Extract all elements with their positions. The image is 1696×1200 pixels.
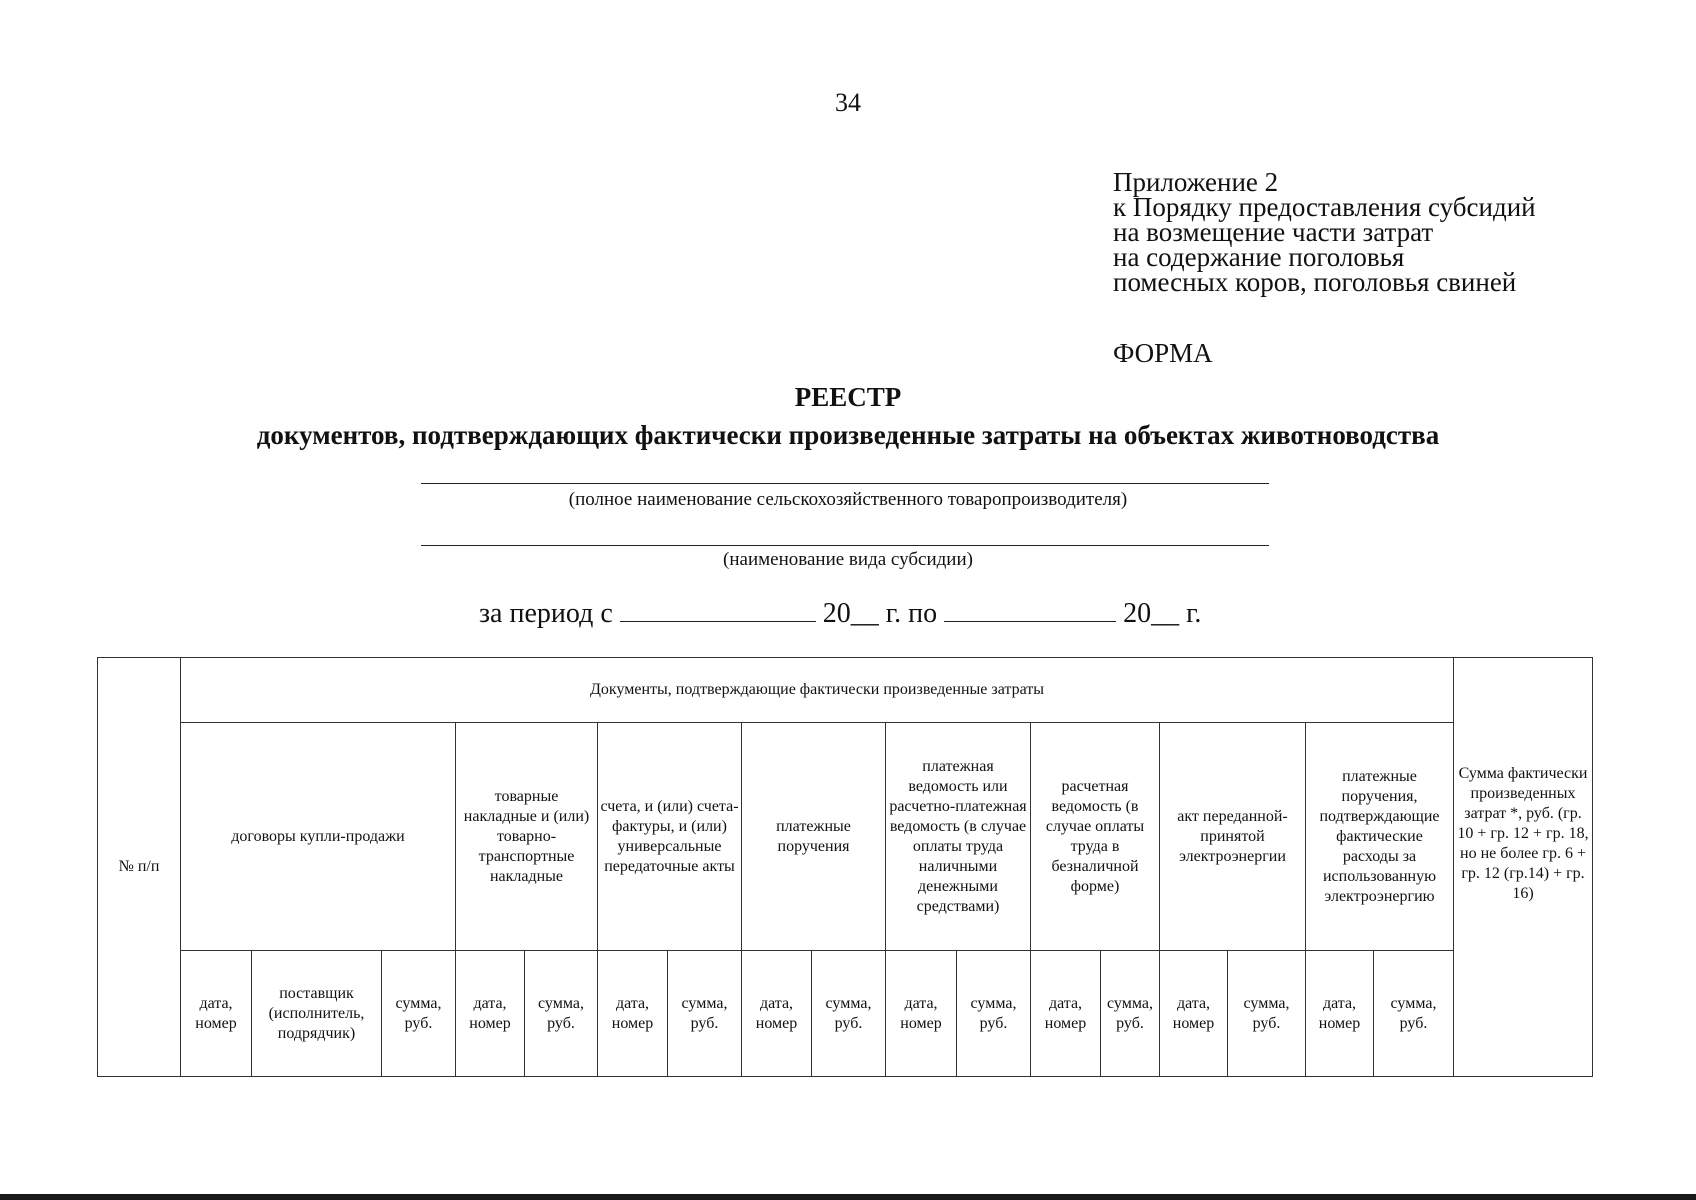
sub-header-cell: сумма, руб.: [1374, 951, 1454, 1077]
doc-type-header: платежная ведомость или расчетно-платежная ведомость (в случае оплаты труда наличными денежными средствами): [886, 723, 1031, 951]
page-number: 34: [835, 88, 861, 117]
producer-name-caption: (полное наименование сельскохозяйственного товаропроизводителя): [568, 489, 1128, 510]
doc-type-header: договоры купли-продажи: [181, 723, 456, 951]
appendix-block: [1113, 167, 1536, 297]
subsidy-name-caption: (наименование вида субсидии): [723, 549, 973, 570]
sub-header-cell: дата, номер: [1306, 951, 1374, 1077]
doc-type-header: платежные поручения: [742, 723, 886, 951]
subsidy-name-line: [421, 545, 1269, 546]
form-label: ФОРМА: [1113, 338, 1213, 368]
sub-header-cell: дата, номер: [181, 951, 252, 1077]
period-prefix: за период с: [479, 598, 613, 629]
appendix-line: к Порядку предоставления субсидий: [1113, 192, 1536, 222]
appendix-line: на возмещение части затрат: [1113, 217, 1434, 247]
register-table: [97, 657, 1593, 1077]
appendix-line: на содержание поголовья: [1113, 242, 1405, 272]
sub-header-cell: сумма, руб.: [525, 951, 598, 1077]
period-line: [479, 598, 1201, 630]
appendix-line: помесных коров, поголовья свиней: [1113, 267, 1517, 297]
sub-header-cell: сумма, руб.: [668, 951, 742, 1077]
sub-header-cell: дата, номер: [742, 951, 812, 1077]
scan-bottom-edge: [0, 1194, 1696, 1200]
doc-type-header: акт переданной-принятой электроэнергии: [1160, 723, 1306, 951]
document-title: РЕЕСТР: [794, 382, 902, 412]
producer-name-line: [421, 483, 1269, 484]
sub-header-cell: сумма, руб.: [957, 951, 1031, 1077]
sub-header-cell: сумма, руб.: [382, 951, 456, 1077]
total-sum-header: Сумма фактически произведенных затрат *, руб. (гр. 10 + гр. 12 + гр. 18, но не более гр. 6 + гр. 12 (гр.14) + гр. 16): [1454, 658, 1593, 1077]
sub-header-cell: сумма, руб.: [1228, 951, 1306, 1077]
sub-header-cell: поставщик (исполнитель, подрядчик): [252, 951, 382, 1077]
period-year-end: 20__ г.: [1123, 598, 1202, 629]
sub-header-cell: дата, номер: [598, 951, 668, 1077]
row-number-header: № п/п: [98, 658, 181, 1077]
sub-header-cell: сумма, руб.: [1101, 951, 1160, 1077]
period-end-blank: [944, 599, 1116, 622]
doc-type-header: платежные поручения, подтверждающие фактические расходы за использованную электроэнергию: [1306, 723, 1454, 951]
sub-header-cell: дата, номер: [456, 951, 525, 1077]
doc-type-header: расчетная ведомость (в случае оплаты труда в безналичной форме): [1031, 723, 1160, 951]
sub-header-cell: дата, номер: [1031, 951, 1101, 1077]
document-subtitle: документов, подтверждающих фактически произведенные затраты на объектах животноводства: [256, 420, 1440, 450]
period-year-start: 20__ г. по: [822, 598, 938, 629]
sub-header-cell: сумма, руб.: [812, 951, 886, 1077]
sub-header-cell: дата, номер: [886, 951, 957, 1077]
doc-type-header: товарные накладные и (или) товарно-транспортные накладные: [456, 723, 598, 951]
period-start-blank: [620, 599, 816, 622]
sub-header-cell: дата, номер: [1160, 951, 1228, 1077]
doc-type-header: счета, и (или) счета-фактуры, и (или) универсальные передаточные акты: [598, 723, 742, 951]
documents-group-header: Документы, подтверждающие фактически произведенные затраты: [181, 658, 1454, 723]
appendix-line: Приложение 2: [1113, 167, 1279, 197]
